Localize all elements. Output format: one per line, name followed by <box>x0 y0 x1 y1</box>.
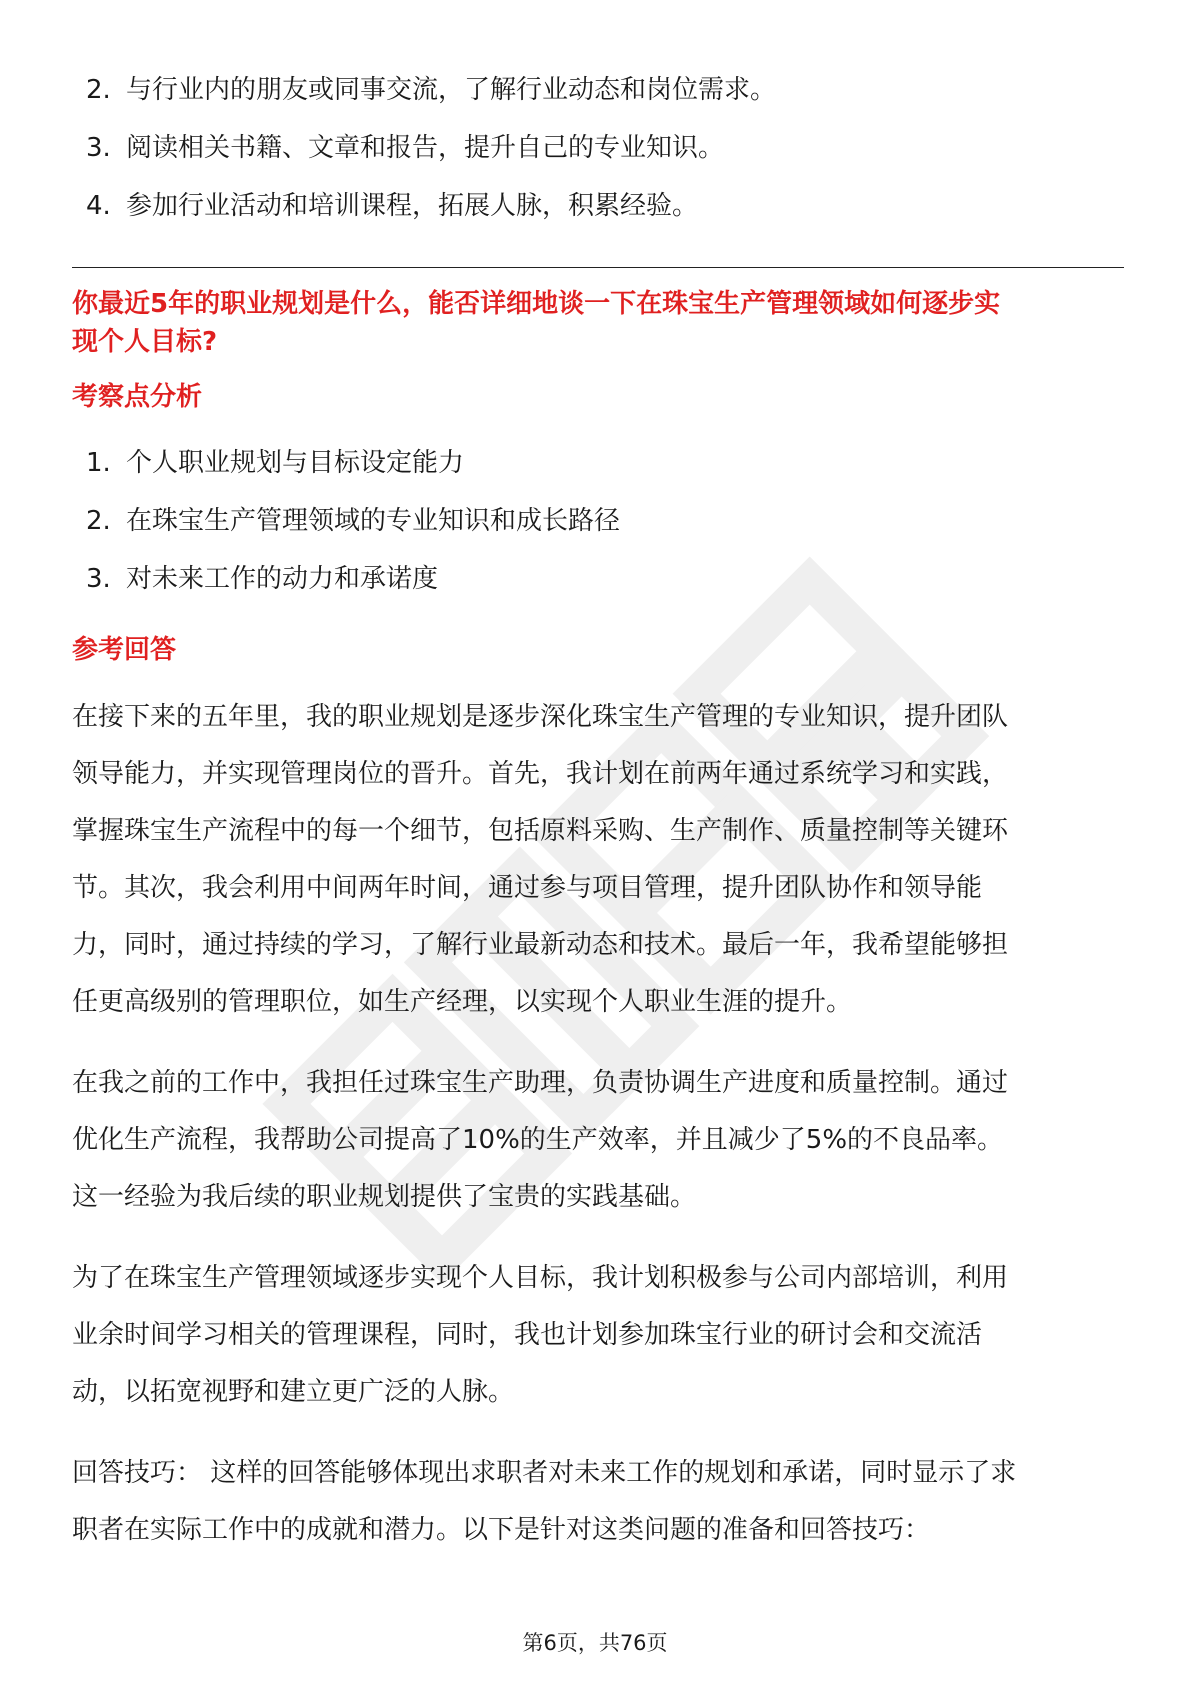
question-heading <box>72 285 1124 361</box>
content-area <box>72 66 1124 1559</box>
list-text: 对未来工作的动力和承诺度 <box>126 564 439 594</box>
list-number: 3. <box>86 133 111 163</box>
text-line: 优化生产流程，我帮助公司提高了10%的生产效率，并且减少了5%的不良品率。 <box>72 1125 1004 1155</box>
question-line-2: 现个人目标? <box>72 327 218 357</box>
intro-list <box>72 61 1124 235</box>
answer-paragraph-2 <box>72 1055 1124 1226</box>
answer-tips <box>72 1445 1124 1559</box>
text-line: 业余时间学习相关的管理课程，同时，我也计划参加珠宝行业的研讨会和交流活 <box>72 1320 983 1350</box>
list-text: 在珠宝生产管理领域的专业知识和成长路径 <box>126 506 621 536</box>
list-text: 阅读相关书籍、文章和报告，提升自己的专业知识。 <box>126 133 725 163</box>
list-item <box>72 492 1124 550</box>
text-line: 领导能力，并实现管理岗位的晋升。首先，我计划在前两年通过系统学习和实践， <box>72 759 1009 789</box>
list-text: 与行业内的朋友或同事交流，了解行业动态和岗位需求。 <box>126 75 777 105</box>
answer-paragraph-1 <box>72 689 1124 1031</box>
text-line: 为了在珠宝生产管理领域逐步实现个人目标，我计划积极参与公司内部培训，利用 <box>72 1263 1009 1293</box>
text-line: 回答技巧： 这样的回答能够体现出求职者对未来工作的规划和承诺，同时显示了求 <box>72 1458 1017 1488</box>
text-line: 在我之前的工作中，我担任过珠宝生产助理，负责协调生产进度和质量控制。通过 <box>72 1068 1009 1098</box>
list-number: 2. <box>86 75 111 105</box>
list-item <box>72 119 1124 177</box>
answer-paragraph-3 <box>72 1250 1124 1421</box>
list-number: 1. <box>86 448 111 478</box>
section-divider <box>72 267 1124 268</box>
analysis-heading: 考察点分析 <box>72 382 203 412</box>
text-line: 在接下来的五年里，我的职业规划是逐步深化珠宝生产管理的专业知识，提升团队 <box>72 702 1009 732</box>
answer-heading: 参考回答 <box>72 635 177 665</box>
list-item <box>72 177 1124 235</box>
list-number: 2. <box>86 506 111 536</box>
list-number: 4. <box>86 191 111 221</box>
list-item <box>72 434 1124 492</box>
analysis-list <box>72 434 1124 608</box>
text-line: 任更高级别的管理职位，如生产经理，以实现个人职业生涯的提升。 <box>72 987 853 1017</box>
text-line: 动，以拓宽视野和建立更广泛的人脉。 <box>72 1377 515 1407</box>
list-text: 个人职业规划与目标设定能力 <box>126 448 465 478</box>
text-line: 这一经验为我后续的职业规划提供了宝贵的实践基础。 <box>72 1182 697 1212</box>
text-line: 节。其次，我会利用中间两年时间，通过参与项目管理，提升团队协作和领导能 <box>72 873 983 903</box>
question-line-1: 你最近5年的职业规划是什么，能否详细地谈一下在珠宝生产管理领域如何逐步实 <box>72 289 1001 319</box>
list-item <box>72 61 1124 119</box>
list-number: 3. <box>86 564 111 594</box>
list-text: 参加行业活动和培训课程，拓展人脉，积累经验。 <box>126 191 699 221</box>
text-line: 职者在实际工作中的成就和潜力。以下是针对这类问题的准备和回答技巧： <box>72 1515 931 1545</box>
text-line: 掌握珠宝生产流程中的每一个细节，包括原料采购、生产制作、质量控制等关键环 <box>72 816 1009 846</box>
text-line: 力，同时，通过持续的学习，了解行业最新动态和技术。最后一年，我希望能够担 <box>72 930 1009 960</box>
page-number: 第6页，共76页 <box>522 1631 668 1655</box>
list-item <box>72 550 1124 608</box>
page-footer <box>0 1628 1190 1658</box>
